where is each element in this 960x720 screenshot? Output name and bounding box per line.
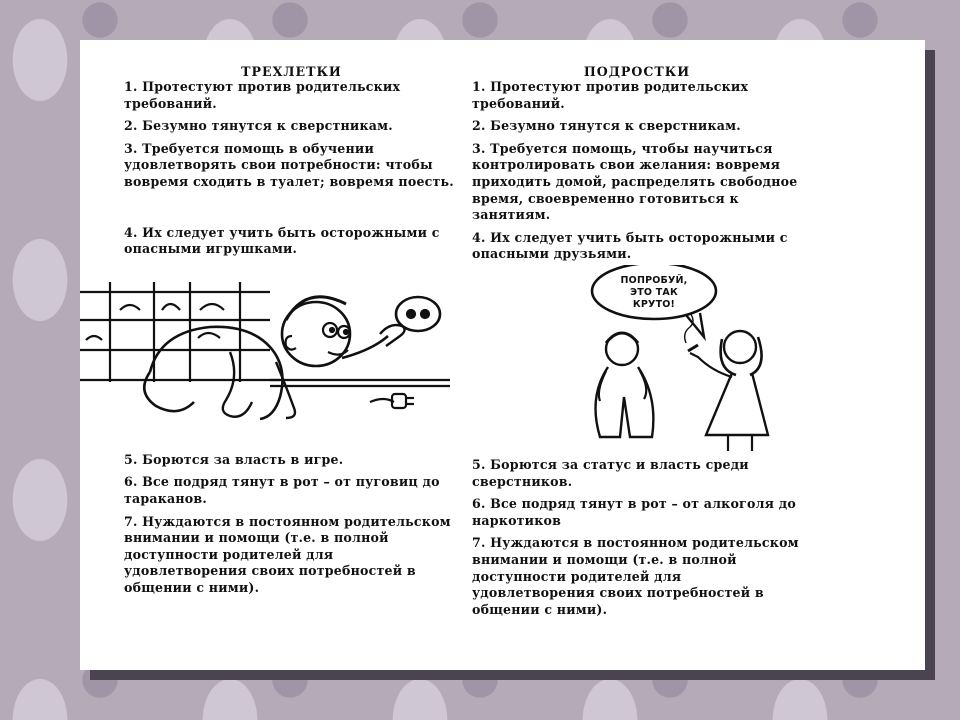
teens-item-6: 6. Все подряд тянут в рот – от алкоголя до наркотиков	[472, 496, 796, 528]
toddlers-heading: ТРЕХЛЕТКИ	[241, 64, 342, 79]
teens-item-4: 4. Их следует учить быть осторожными с опасными друзьями.	[472, 229, 788, 262]
toddlers-item-4: 4. Их следует учить быть осторожными с опасными игрушками.	[124, 224, 440, 257]
bubble-line-1: ПОПРОБУЙ,	[620, 274, 688, 286]
teens-item-3: 3. Требуется помощь, чтобы научиться контролировать свои желания: вовремя приходить домой, распределять свободное время, своевременно готовиться к занятиям.	[472, 140, 798, 223]
toddlers-item-6: 6. Все подряд тянут в рот – от пуговиц до тараканов.	[124, 474, 440, 506]
toddlers-item-2: 2. Безумно тянутся к сверстникам.	[124, 118, 393, 134]
toddlers-column	[124, 64, 459, 603]
teens-illustration	[472, 269, 802, 457]
teens-item-5: 5. Борются за статус и власть среди сверстников.	[472, 456, 749, 489]
document-sheet	[80, 40, 925, 670]
teens-heading: ПОДРОСТКИ	[583, 64, 691, 79]
bubble-line-3: КРУТО!	[632, 298, 676, 310]
teens-column	[472, 64, 802, 624]
teens-item-1: 1. Протестуют против родительских требований.	[472, 79, 749, 111]
toddlers-item-3: 3. Требуется помощь в обучении удовлетворять свои потребности: чтобы вовремя сходить в туалет; вовремя поесть.	[124, 140, 454, 189]
teens-item-7: 7. Нуждаются в постоянном родительском внимании и помощи (т.е. в полной доступности родителей для удовлетворения своих потребностей в общении с ними).	[472, 535, 799, 617]
toddler-illustration	[124, 264, 459, 452]
toddler-crawling-drawing	[80, 272, 460, 452]
toddlers-item-7: 7. Нуждаются в постоянном родительском внимании и помощи (т.е. в полной доступности родителей для удовлетворения своих потребностей в общении с ними).	[124, 513, 451, 595]
teens-drawing	[582, 265, 797, 455]
bubble-line-2: ЭТО ТАК	[630, 286, 678, 298]
toddlers-item-5: 5. Борются за власть в игре.	[124, 451, 344, 467]
toddlers-item-1: 1. Протестуют против родительских требований.	[124, 79, 401, 111]
teens-item-2: 2. Безумно тянутся к сверстникам.	[472, 118, 741, 134]
